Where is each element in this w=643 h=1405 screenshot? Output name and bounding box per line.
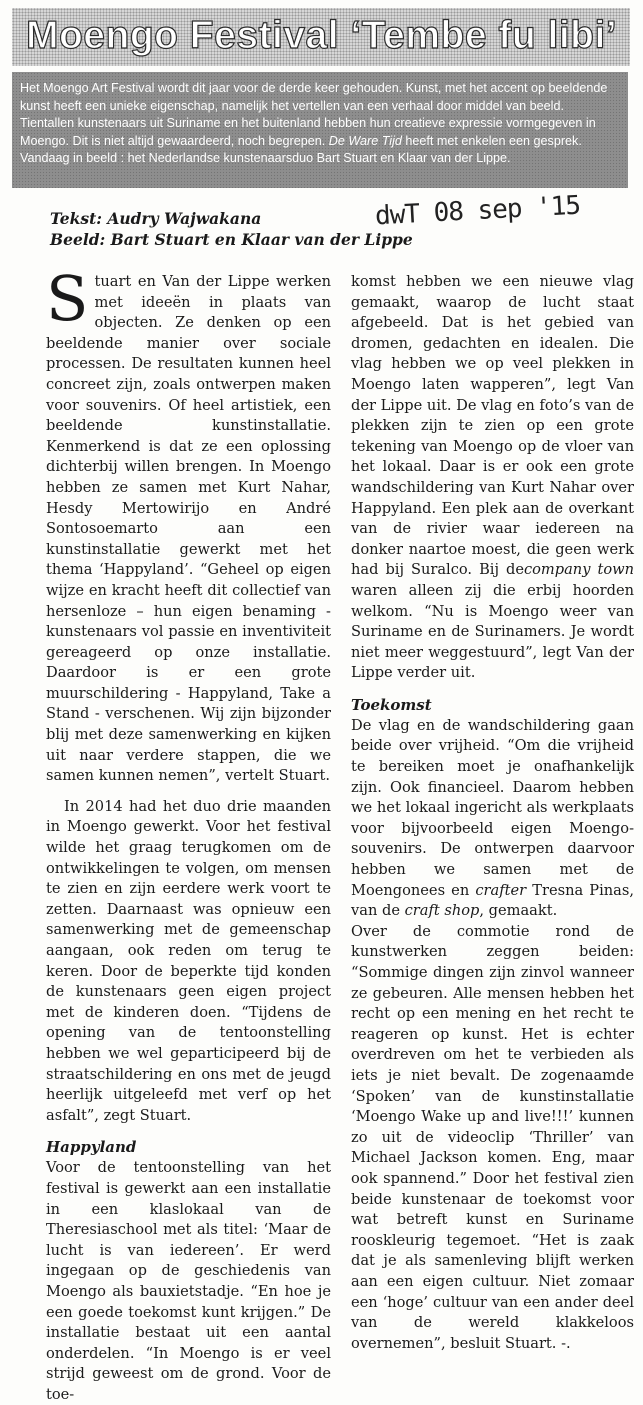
credit-image: Beeld: Bart Stuart en Klaar van der Lippe: [50, 230, 413, 249]
headline-banner: [12, 8, 630, 66]
credit-text: Tekst: Audry Wajwakana: [50, 209, 262, 228]
paragraph: In 2014 had het duo drie maanden in Moengo gewerkt. Voor het festival wilde het graag terugkomen om de ontwikkelingen te volgen, om mensen te zien en zijn eerdere werk voort te zetten. Daarnaast was opnieuw een samenwerking met de gemeenschap aangaan, ook reden om terug te keren. Door de beperkte tijd konden de kunstenaars geen eigen project met de kinderen doen. “Tijdens de opening van de tentoonstelling hebben we wel geparticipeerd bij de straatschildering en ons met de jeugd heerlijk uitgeleefd met verf op het asfalt”, zegt Stuart.: [46, 797, 331, 1124]
paragraph-intro: [46, 262, 331, 787]
intro-text-cont: heeft met enkelen een gesprek. Vandaag in beeld : het Nederlandse kunstenaarsduo Bart Stuart en Klaar van der Lippe.: [20, 133, 582, 166]
headline: Moengo Festival ‘Tembe fu libi’: [26, 14, 618, 57]
intro-paper-name: De Ware Tijd: [328, 133, 402, 148]
paragraph-text: De vlag en de wandschildering gaan beide over vrijheid. “Om die vrijheid te bereiken moet je onafhankelijk zijn. Ook financieel. Daarom hebben we het lokaal ingericht als werkplaats voor bijvoorbeeld eigen Moengo-souvenirs. De ontwerpen daarvoor hebben we samen met de Moengonees en: [351, 716, 634, 899]
subheading-toekomst: Toekomst: [351, 695, 432, 714]
article-column-left: [46, 262, 331, 1405]
handwritten-date-note: dwT 08 sep '15: [374, 190, 581, 232]
paragraph-text: waren alleen zij die erbij hoorden welkom. “Nu is Moengo weer van Suriname en de Surinamers. Je wordt niet meer weggestuurd”, legt Van der Lippe verder uit.: [351, 581, 634, 682]
intro-box: [12, 72, 628, 188]
paragraph-text: Tresna Pinas, van de: [351, 881, 635, 920]
paragraph: [351, 272, 634, 684]
paragraph: Over de commotie rond de kunstwerken zeggen beiden: “Sommige dingen zijn zinvol wanneer ze gebeuren. Alle mensen hebben het recht op een mening en het recht te reageren op kunst. Het is echter overdreven om het te verbieden als iets je niet bevalt. De zogenaamde ‘Spoken’ van de kunstinstallatie ‘Moengo Wake up and live!!!’ kunnen zo uit de videoclip ‘Thriller’ van Michael Jackson komen. Eng, maar ook spannend.” Door het festival zien beide kunstenaar de toekomst voor wat betreft kunst en Suriname rooskleurig tegemoet. “Het is zaak dat je als samenleving blijft werken aan een eigen cultuur. Niet zomaar een ‘hoge’ cultuur van een ander deel van de wereld klakkeloos overnemen”, besluit Stuart. -.: [351, 922, 634, 1352]
italic-term: crafter: [475, 881, 527, 899]
drop-cap: S: [46, 262, 89, 335]
paragraph-text: , gemaakt.: [479, 902, 558, 920]
subheading-happyland: Happyland: [46, 1138, 137, 1157]
italic-term: craft shop: [404, 902, 480, 920]
paragraph: Voor de tentoonstelling van het festival is gewerkt aan een installatie in een klaslokaal van de Theresiaschool met als titel: ‘Maar de lucht is van iedereen’. Er werd ingegaan op de geschiedenis van Moengo als bauxietstadje. “En hoe je een goede toekomst kunt krijgen.” De installatie bestaat uit een aantal onderdelen. “In Moengo is er veel strijd geweest om de grond. Voor de toe-: [46, 1159, 331, 1403]
paragraph-text: komst hebben we een nieuwe vlag gemaakt, waarop de lucht staat afgebeeld. Dat is het gebied van dromen, gedachten en idealen. Die vlag hebben we op veel plekken in Moengo laten wapperen”, legt Van der Lippe uit. De vlag en foto’s van de plekken zijn te zien op een grote tekening van Moengo op de vloer van het lokaal. Daar is er ook een grote wandschildering van Kurt Nahar over Happyland. Een plek aan de overkant van de rivier waar iedereen na donker naartoe moest, die geen werk had bij Suralco. Bij de: [351, 273, 634, 579]
italic-term: company town: [523, 561, 634, 579]
paragraph-text: tuart en Van der Lippe werken met ideeën in plaats van objecten. Ze denken op een beeldende manier over sociale processen. De resultaten kunnen heel concreet zijn, zoals ontwerpen maken voor souvenirs. Of heel artistiek, een beeldende kunstinstallatie. Kenmerkend is dat ze een oplossing dichterbij willen brengen. In Moengo hebben ze samen met Kurt Nahar, Hesdy Mertowirijo en André Sontosoemarto aan een kunstinstallatie gewerkt met het thema ‘Happyland’. “Geheel op eigen wijze en kracht heeft dit collectief van hersenloze – hun eigen benaming - kunstenaars vol passie en inventiviteit gereageerd op onze installatie. Daardoor is er een grote muurschildering - Happyland, Take a Stand - verschenen. Wij zijn bijzonder blij met deze samenwerking en kijken uit naar verdere stappen, die we samen kunnen nemen”, vertelt Stuart.: [46, 273, 331, 785]
article-column-right: [351, 272, 634, 1354]
intro-text: Het Moengo Art Festival wordt dit jaar voor de derde keer gehouden. Kunst, met het accent op beeldende kunst heeft een unieke eigenschap, namelijk het vertellen van een verhaal door middel van beeld. Tientallen kunstenaars uit Suriname en het buitenland hebben hun creatieve expressie vormgegeven in Moengo. Dit is niet altijd gewaardeerd, noch begrepen.: [20, 81, 608, 148]
paragraph: [351, 716, 634, 922]
credits: [50, 208, 413, 250]
